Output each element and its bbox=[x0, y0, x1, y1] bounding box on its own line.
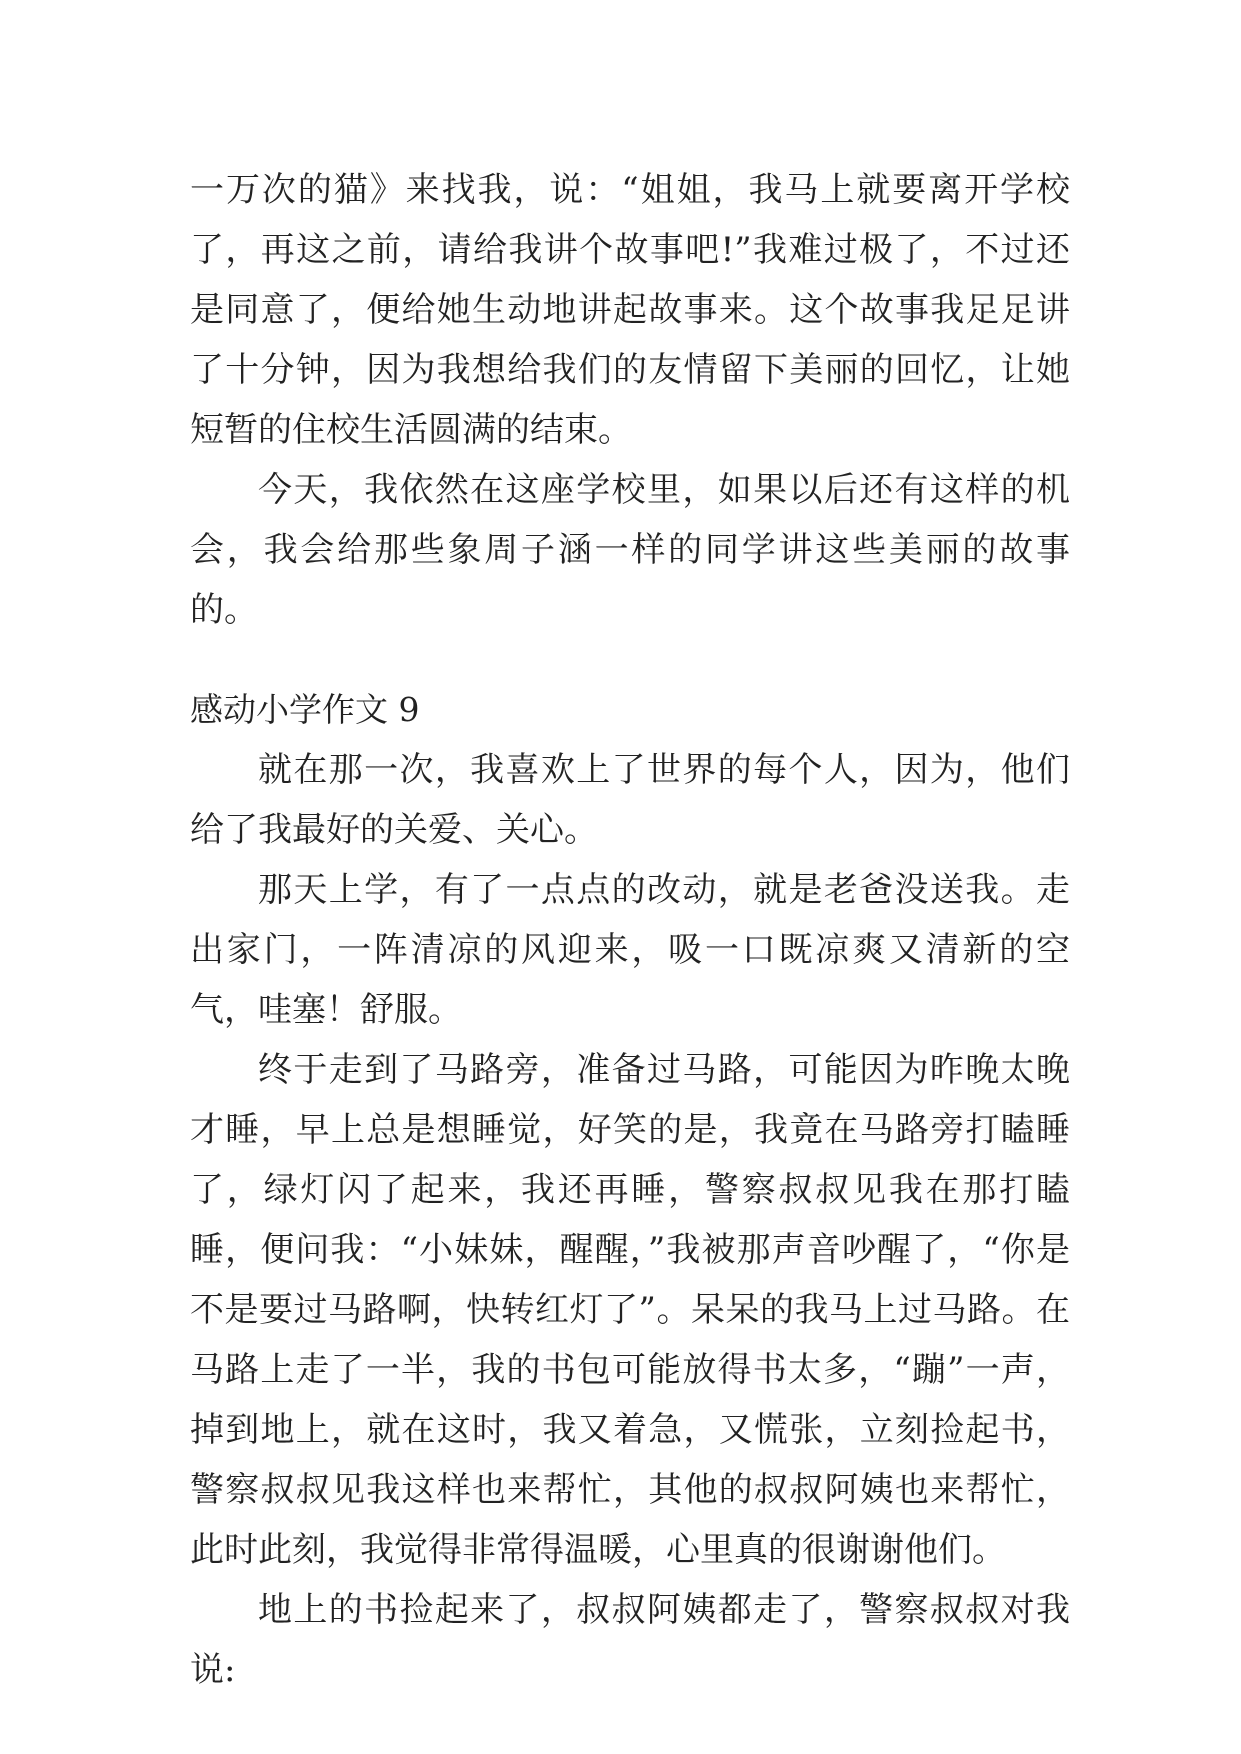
paragraph: 终于走到了马路旁，准备过马路，可能因为昨晚太晚才睡，早上总是想睡觉，好笑的是，我竟在马路旁打瞌睡了，绿灯闪了起来，我还再睡，警察叔叔见我在那打瞌睡，便问我：“小妹妹，醒醒，”我被那声音吵醒了，“你是不是要过马路啊，快转红灯了”。呆呆的我马上过马路。在马路上走了一半，我的书包可能放得书太多，“蹦”一声，掉到地上，就在这时，我又着急，又慌张，立刻捡起书，警察叔叔见我这样也来帮忙，其他的叔叔阿姨也来帮忙，此时此刻，我觉得非常得温暖，心里真的很谢谢他们。 bbox=[190, 1050, 1070, 1570]
paragraph-continued: 一万次的猫》来找我，说：“姐姐，我马上就要离开学校了，再这之前，请给我讲个故事吧!”我难过极了，不过还是同意了，便给她生动地讲起故事来。这个故事我足足讲了十分钟，因为我想给我们的友情留下美丽的回忆，让她短暂的住校生活圆满的结束。 bbox=[190, 170, 1070, 450]
paragraph: 今天，我依然在这座学校里，如果以后还有这样的机会，我会给那些象周子涵一样的同学讲这些美丽的故事的。 bbox=[190, 470, 1070, 630]
section-title: 感动小学作文 9 bbox=[190, 690, 420, 729]
paragraph: 地上的书捡起来了，叔叔阿姨都走了，警察叔叔对我说: bbox=[190, 1590, 1070, 1690]
document-body bbox=[190, 160, 1070, 1700]
paragraph: 就在那一次，我喜欢上了世界的每个人，因为，他们给了我最好的关爱、关心。 bbox=[190, 750, 1070, 850]
paragraph: 那天上学，有了一点点的改动，就是老爸没送我。走出家门，一阵清凉的风迎来，吸一口既凉爽又清新的空气，哇塞！舒服。 bbox=[190, 870, 1070, 1030]
section-spacer bbox=[190, 640, 1070, 680]
